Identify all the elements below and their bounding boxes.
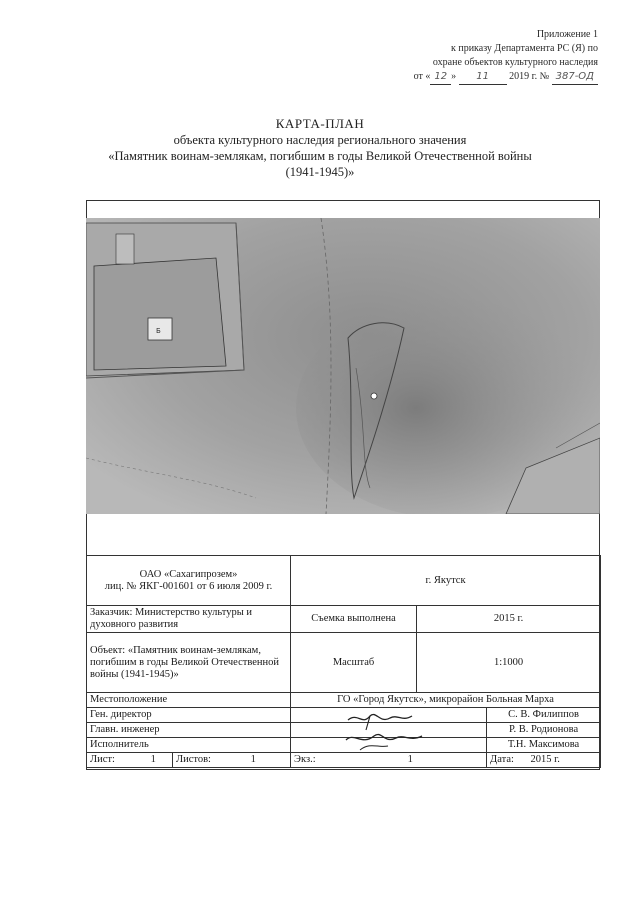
executor-label: Исполнитель [87, 738, 291, 753]
location-label: Местоположение [87, 693, 291, 708]
stamp-org: ОАО «Сахагипрозем» [139, 568, 238, 580]
location-value: ГО «Город Якутск», микрорайон Больная Марха [291, 693, 601, 708]
engineer-label: Главн. инженер [87, 723, 291, 738]
order-number: 387-ОД [552, 70, 598, 85]
sheets-value: 1 [217, 753, 291, 768]
map-drawing [86, 218, 600, 514]
sheet-label: Лист: [87, 753, 135, 768]
date-day: 12 [430, 70, 451, 85]
executor-signature [291, 738, 487, 753]
map-image [86, 218, 600, 514]
stamp-row-sheets [87, 753, 601, 768]
appendix-line2: к приказу Департамента РС (Я) по [450, 43, 598, 54]
stamp-org-cell [87, 556, 291, 606]
object-label: Объект: [90, 644, 126, 656]
stamp-row-executor [87, 738, 601, 753]
date-year: 2019 г. № [509, 71, 550, 82]
date-label: Дата: [490, 754, 514, 765]
object-value: «Памятник воинам-землякам, погибшим в годы Великой Отечественной войны (1941-1945)» [90, 644, 279, 680]
title-line2: объекта культурного наследия регионального значения [173, 133, 467, 147]
copy-label: Экз.: [291, 753, 335, 768]
sheet-value: 1 [135, 753, 173, 768]
copy-value: 1 [335, 753, 487, 768]
engineer-signature [291, 723, 487, 738]
appendix-line1: Приложение 1 [536, 29, 598, 40]
title-line3: «Памятник воинам-землякам, погибшим в годы Великой Отечественной войны [108, 149, 532, 163]
stamp-table [86, 555, 601, 768]
building-small [116, 234, 134, 264]
sheets-label: Листов: [173, 753, 217, 768]
stamp-row-location [87, 693, 601, 708]
director-signature [291, 708, 487, 723]
executor-name: Т.Н. Максимова [487, 738, 601, 753]
scale-value: 1:1000 [417, 633, 601, 693]
map-label: Б [156, 327, 161, 335]
engineer-name: Р. В. Родионова [487, 723, 601, 738]
building-main [94, 258, 226, 370]
title-line4: (1941-1945)» [285, 165, 355, 179]
date-sep: » [451, 71, 457, 82]
customer-value: Министерство культуры и духовного развития [90, 607, 252, 630]
director-label: Ген. директор [87, 708, 291, 723]
appendix-header [338, 28, 598, 85]
title-heading: КАРТА-ПЛАН [275, 116, 365, 131]
date-month: 11 [459, 70, 507, 85]
document-title [0, 116, 640, 180]
director-name: С. В. Филиппов [487, 708, 601, 723]
stamp-row-org [87, 556, 601, 606]
appendix-date-line [338, 70, 598, 85]
stamp-row-director [87, 708, 601, 723]
stamp-row-customer [87, 606, 601, 633]
stamp-row-engineer [87, 723, 601, 738]
stamp-row-object [87, 633, 601, 693]
survey-label: Съемка выполнена [291, 606, 417, 633]
stamp-object-cell [87, 633, 291, 693]
date-cell [487, 753, 601, 768]
stamp-city: г. Якутск [291, 556, 601, 606]
scale-label: Масштаб [291, 633, 417, 693]
monument-point [371, 393, 377, 399]
survey-year: 2015 г. [417, 606, 601, 633]
stamp-customer-cell [87, 606, 291, 633]
date-value: 2015 г. [530, 754, 560, 765]
stamp-license: лиц. № ЯКГ-001601 от 6 июля 2009 г. [104, 580, 273, 592]
date-prefix: от « [413, 71, 431, 82]
appendix-line3: охране объектов культурного наследия [432, 57, 598, 68]
customer-label: Заказчик: [90, 607, 133, 618]
